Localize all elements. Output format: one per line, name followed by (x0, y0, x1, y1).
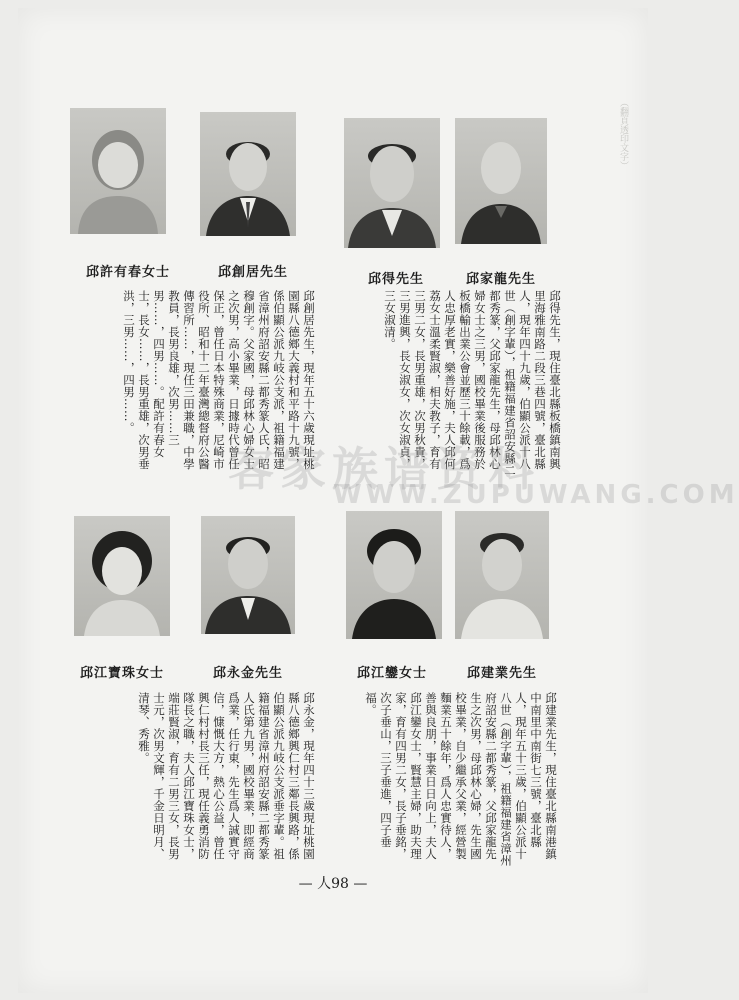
bio-qiu-jianye: 邱建業先生，現住臺北縣南港鎮中南里中南街七三號，臺北縣人，現年五十三歲，伯顯公派十八世（創字輩），祖籍福建省漳州府詔安縣二都秀篆，父邱家龍先生之次男，母邱林心婦，先生國校畢業，自少繼承父業，經營製麵業五十餘年，爲人忠實待人，善與良朋，事業日日向上，夫人邱江鑾女士，賢慧主婦，助夫理家，育有四男二女，長子垂銘，次子垂山，三子垂進，四子垂福。 (364, 692, 558, 867)
margin-bleedthrough-text: （翻頁透印文字） (618, 98, 628, 170)
portrait-photo-qiu-xu-youchun (70, 108, 166, 234)
caption-qiu-xu-youchun: 邱許有春女士 (85, 265, 170, 280)
caption-qiu-de: 邱得先生 (367, 272, 424, 287)
portrait-image (200, 112, 296, 236)
bio-qiu-chuangju: 邱創居先生，現年五十六歲現址桃園縣八德鄉大義村和平路十九號，係伯顯公派九岐公支派，祖籍福建省漳州府詔安縣二都秀篆人氏，昭穆創字。父家國，母邱林心婦女士之次男，高小畢業，日據時代曾任保正，曾任日本特殊商業，尼崎市役所、昭和十二年臺灣總督府公醫傳習所……，現任三田兼職，中學教員，長男良雄，次男……三男……，四男……。配許有春女士，長女……，長男重雄，次男垂洪，三男……，四男……。 (122, 290, 316, 470)
scanned-page (18, 8, 739, 993)
portrait-image (74, 516, 170, 636)
caption-qiu-jiang-luan: 邱江鑾女士 (356, 666, 427, 681)
portrait-photo-qiu-yongjin (201, 516, 295, 634)
portrait-photo-qiu-jialong (455, 118, 547, 244)
portrait-photo-qiu-jianye (455, 511, 549, 639)
portrait-image (70, 108, 166, 234)
portrait-image (201, 516, 295, 634)
portrait-image (455, 118, 547, 244)
page-number: — 人98 — (298, 876, 368, 892)
caption-qiu-yongjin: 邱永金先生 (212, 666, 283, 681)
portrait-photo-qiu-de (344, 118, 440, 248)
bio-qiu-yongjin: 邱永金，現年四十三歲現址桃園縣八德鄉興仁村三鄰長興路，係伯顯公派九岐公支派垂字輩。祖籍福建省漳州府詔安縣二都秀篆人氏第九男，國校畢業，即經商爲業，任行東，先生爲人誠實守信，慷慨大方，熱心公益，曾任興仁村村長三任，現任義勇消防隊長之職，夫人邱江寶珠女士，端莊賢淑，育有二男三女，長男士元，次男文輝，千金日明月、清琴、秀雅。 (137, 692, 316, 860)
caption-qiu-jianye: 邱建業先生 (466, 666, 537, 681)
bio-qiu-de: 邱得先生，現住臺北縣板橋鎮南興里海雅南路二段三巷四號，臺北縣人，現年四十九歲，伯顯公派十八世（創字輩），祖籍福建省詔安縣二都秀篆，父邱家龍先生，母邱林心婦女士之三男，國校畢業後服務於板橋輸出業公會並歷三十餘載，爲人忠厚老實，樂善好施，夫人邱何荔女士溫柔賢淑，相夫教子，育有三男二女，長男重雄，次男秋貴，三男進興，長女淑女，次女淑貞，三女淑清。 (383, 290, 562, 477)
caption-qiu-jiang-baozhu: 邱江寶珠女士 (79, 666, 164, 681)
portrait-image (346, 511, 442, 639)
portrait-photo-qiu-chuangju (200, 112, 296, 236)
watermark-text: 客家族谱资料 (228, 442, 540, 496)
portrait-image (455, 511, 549, 639)
caption-qiu-chuangju: 邱創居先生 (217, 265, 288, 280)
portrait-image (344, 118, 440, 248)
caption-qiu-jialong: 邱家龍先生 (465, 272, 536, 287)
portrait-photo-qiu-jiang-luan (346, 511, 442, 639)
watermark-url: WWW.ZUPUWANG.COM (333, 480, 739, 510)
portrait-photo-qiu-jiang-baozhu (74, 516, 170, 636)
